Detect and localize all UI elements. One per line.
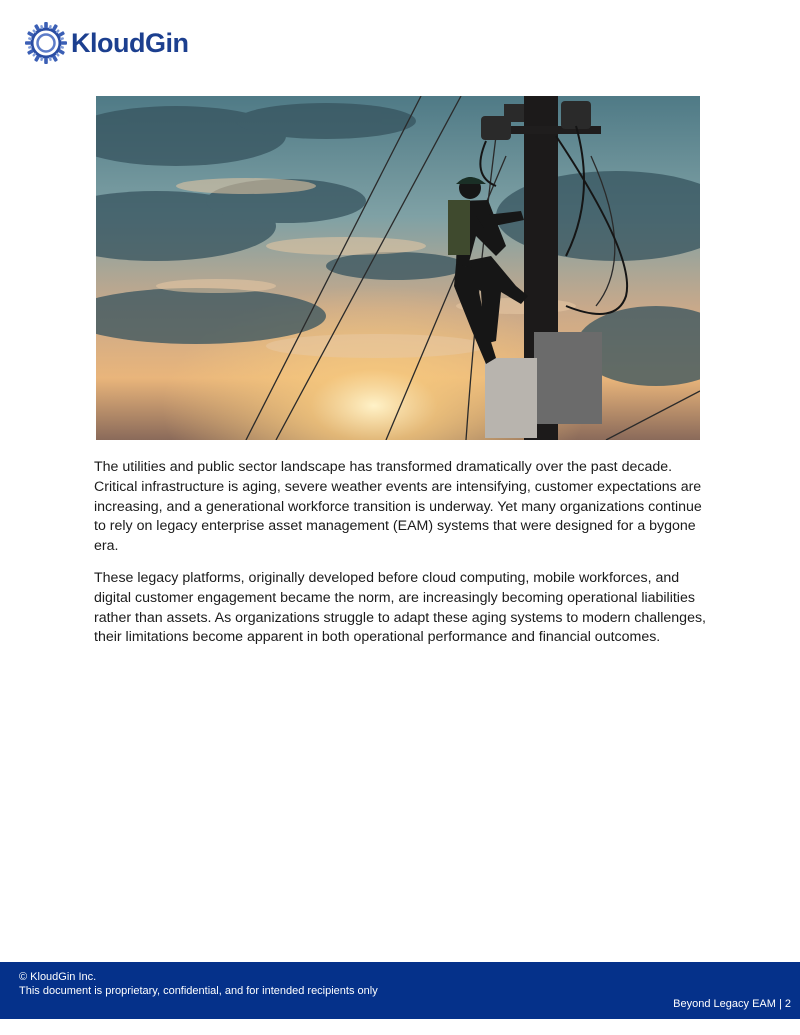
kloudgin-gear-icon xyxy=(24,21,68,65)
footer-copyright: © KloudGin Inc. xyxy=(19,971,97,983)
footer-page-label: Beyond Legacy EAM | 2 xyxy=(673,998,791,1010)
page-footer xyxy=(0,962,800,1019)
footer-confidential-notice: This document is proprietary, confidential, and for intended recipients only xyxy=(19,985,378,997)
kloudgin-logo xyxy=(24,20,188,66)
hero-image xyxy=(96,96,700,440)
paragraph-legacy: These legacy platforms, originally developed before cloud computing, mobile workforces, and digital customer engagement became the norm, are increasingly becoming operational liabilities rather than assets. As organizations struggle to adapt these aging systems to modern challenges, their limitations become apparent in both operational performance and financial outcomes. xyxy=(94,569,706,646)
body-text xyxy=(94,458,706,660)
paragraph-intro: The utilities and public sector landscape has transformed dramatically over the past decade. Critical infrastructure is aging, severe weather events are intensifying, customer expectations are increasing, and a generational workforce transition is underway. Yet many organizations continue to rely on legacy enterprise asset management (EAM) systems that were designed for a bygone era. xyxy=(94,459,702,555)
utility-worker-photo-icon xyxy=(96,96,700,440)
logo-wordmark: KloudGin xyxy=(71,27,189,58)
